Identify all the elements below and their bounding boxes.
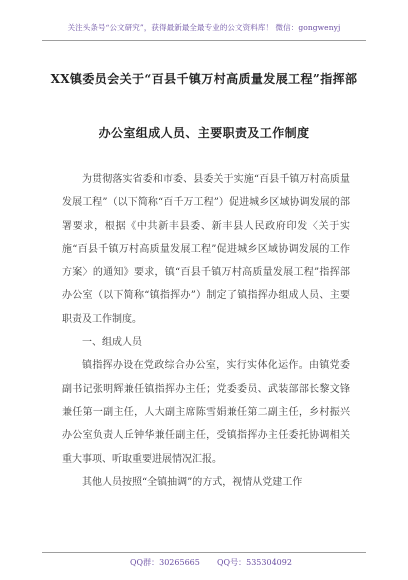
paragraph-other-staff: 其他人员按照“全镇抽调”的方式，视情从党建工作 xyxy=(82,476,303,488)
section-heading-members: 一、组成人员 xyxy=(82,337,142,349)
document-title-line-1: XX镇委员会关于“百县千镇万村高质量发展工程”指挥部 xyxy=(50,72,358,86)
footer-qq-number: QQ号：535304092 xyxy=(217,558,292,567)
header-banner: 关注头条号“公文研究”，获得最新最全最专业的公文资料库！ 微信：gongwenyj xyxy=(67,23,341,32)
document-title-line-2: 办公室组成人员、主要职责及工作制度 xyxy=(98,126,310,140)
paragraph-members: 镇指挥办设在党政综合办公室，实行实体化运作。由镇党委副书记张明辉兼任镇指挥办主任；党委委员、武装部部长黎文锋兼任第一副主任，人大副主席陈雪娟兼任第二副主任，乡村振兴办公室负责人丘钟华兼任副主任，受镇指挥办主任委托协调相关重大事项、听取重要进展情况汇报。 xyxy=(62,360,350,465)
document-body xyxy=(62,168,350,494)
paragraph-intro: 为贯彻落实省委和市委、县委关于实施“百县千镇万村高质量发展工程”（以下简称“百千万工程”）促进城乡区域协调发展的部署要求，根据《中共新丰县委、新丰县人民政府印发〈关于实施“百县千镇万村高质量发展工程”促进城乡区域协调发展的工作方案〉的通知》要求，镇“百县千镇万村高质量发展工程”指挥部办公室（以下简称“镇指挥办”）制定了镇指挥办组成人员、主要职责及工作制度。 xyxy=(62,174,350,325)
header-divider xyxy=(42,40,366,41)
footer-divider xyxy=(42,552,366,553)
footer-qq-group: QQ群：30265665 xyxy=(130,558,200,567)
